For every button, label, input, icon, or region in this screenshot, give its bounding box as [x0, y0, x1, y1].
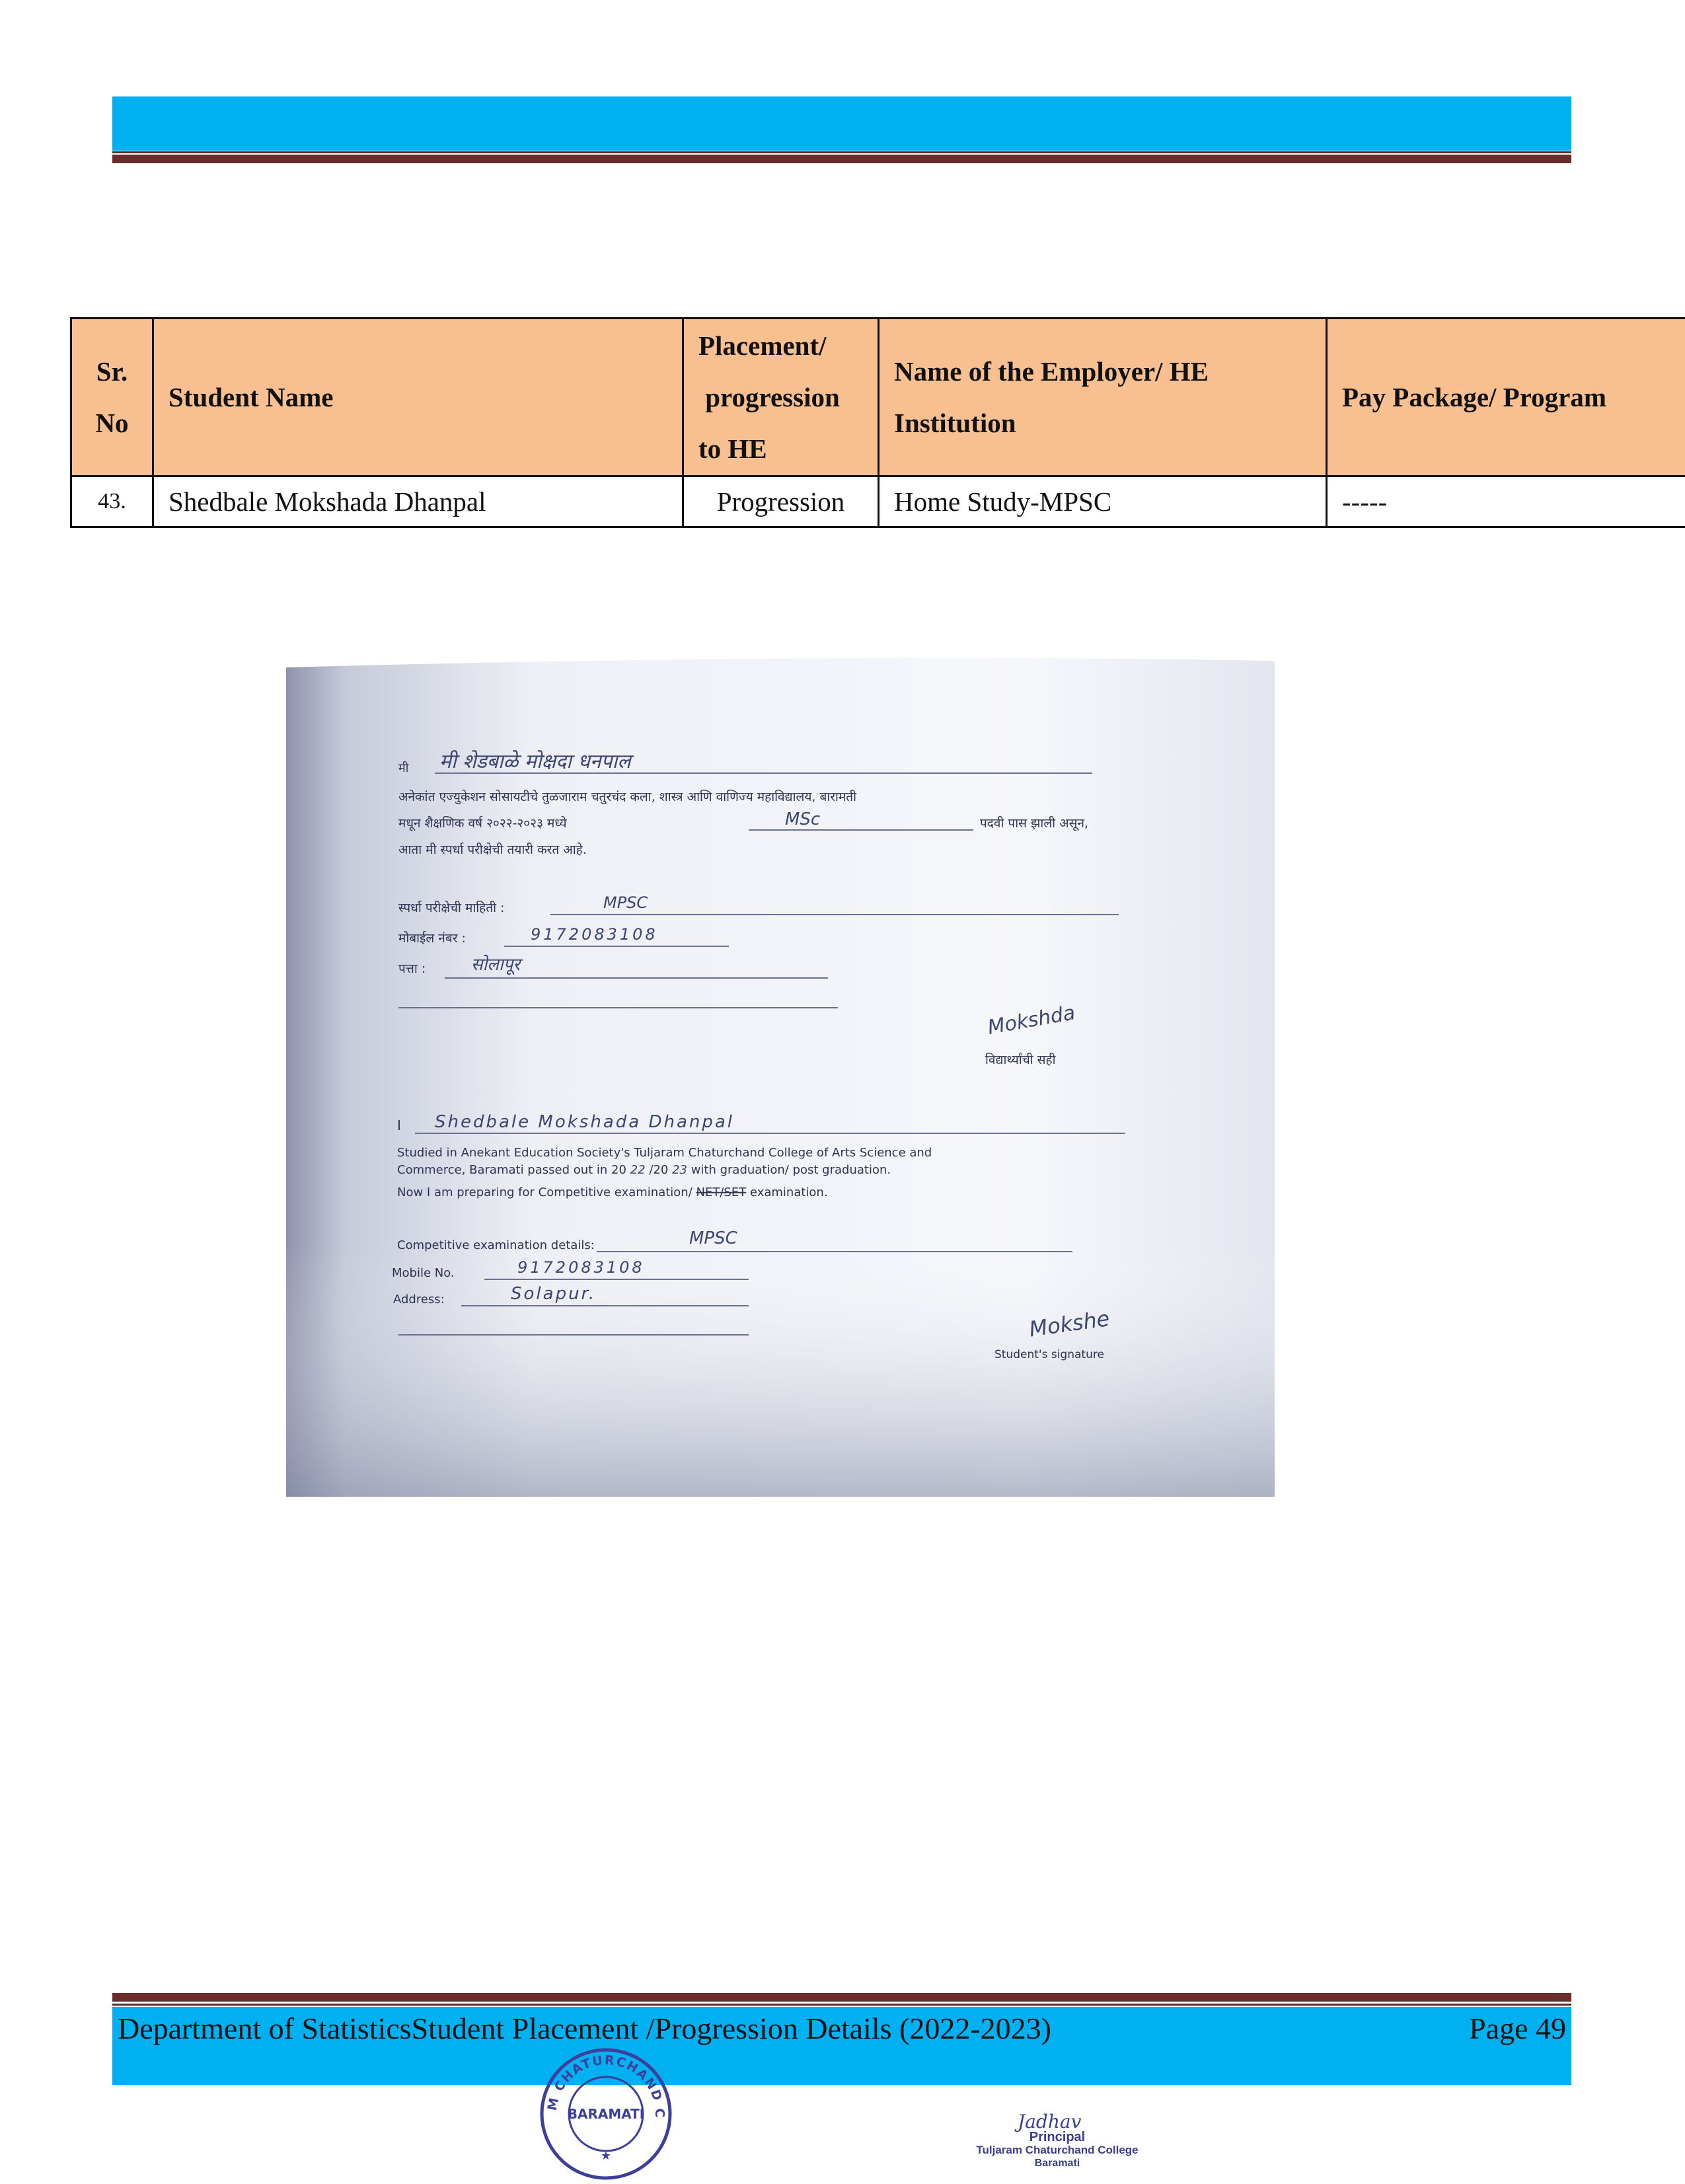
english-line-2 — [397, 1163, 891, 1177]
marathi-mobile-handwritten: 9172083108 — [531, 925, 658, 944]
table-header-row — [71, 319, 1685, 476]
marathi-line-3a: मधून शैक्षणिक वर्ष २०२२-२०२३ मध्ये — [398, 815, 567, 831]
header-rule-thick — [112, 155, 1571, 163]
english-mobile-label: Mobile No. — [392, 1266, 455, 1280]
english-line-1: Studied in Anekant Education Society's Tuljaram Chaturchand College of Arts Science and — [397, 1146, 932, 1160]
footer-page-number: Page 49 — [1469, 2009, 1566, 2049]
principal-city: Baramati — [958, 2157, 1156, 2170]
marathi-name-handwritten: मी शेडबाळे मोक्षदा धनपाल — [439, 750, 634, 773]
header-sr-line1: Sr. — [96, 356, 128, 387]
marathi-exam-label: स्पर्धा परीक्षेची माहिती : — [398, 900, 504, 915]
seal-ring-text: M CHATURCHAND C — [537, 2047, 667, 2119]
marathi-address-handwritten: सोलापूर — [471, 954, 523, 975]
english-mobile-handwritten: 9172083108 — [517, 1258, 645, 1277]
english-year-2-handwritten: 23 — [672, 1163, 687, 1177]
english-line-3b: examination. — [750, 1186, 828, 1199]
english-line-2-mid: /20 — [649, 1163, 668, 1177]
header-employer-line2: Institution — [894, 408, 1016, 438]
marathi-signature-handwritten: Mokshda — [986, 1001, 1077, 1039]
english-exam-label: Competitive examination details: — [397, 1238, 595, 1252]
principal-title: Principal — [958, 2130, 1156, 2144]
table-row — [71, 476, 1685, 527]
english-line-3a: Now I am preparing for Competitive examination/ — [397, 1186, 693, 1199]
english-name-handwritten: Shedbale Mokshada Dhanpal — [435, 1112, 734, 1132]
marathi-mobile-label: मोबाईल नंबर : — [398, 930, 466, 946]
header-placement-line1: Placement/ — [698, 330, 827, 361]
header-employer — [879, 319, 1327, 476]
header-rule-thin — [112, 151, 1571, 153]
english-address-label: Address: — [393, 1293, 445, 1306]
header-placement-line3: to HE — [698, 433, 767, 464]
seal-star: ★ — [601, 2149, 611, 2163]
cell-student-name: Shedbale Mokshada Dhanpal — [153, 476, 683, 527]
header-placement — [683, 319, 879, 476]
marathi-degree-handwritten: MSc — [785, 810, 820, 829]
college-seal — [537, 2047, 675, 2181]
header-pay-package: Pay Package/ Program — [1327, 319, 1685, 476]
header-employer-line1: Name of the Employer/ HE — [894, 356, 1209, 387]
english-line-3 — [397, 1186, 828, 1199]
header-band — [112, 96, 1571, 151]
english-line-3-strike: NET/SET — [696, 1186, 747, 1199]
marathi-signature-label: विद्यार्थ्यांची सही — [985, 1052, 1057, 1067]
cell-pay-package: ----- — [1327, 476, 1685, 527]
header-sr-line2: No — [95, 408, 128, 438]
cell-employer: Home Study-MPSC — [879, 476, 1327, 527]
marathi-exam-handwritten: MPSC — [603, 893, 648, 912]
english-line-2b: with graduation/ post graduation. — [691, 1163, 891, 1177]
seal-center-text: BARAMATI — [568, 2106, 645, 2122]
marathi-line-4: आता मी स्पर्धा परीक्षेची तयारी करत आहे. — [398, 842, 587, 857]
marathi-line-3b: पदवी पास झाली असून, — [980, 815, 1088, 831]
footer-rule-thin — [112, 2004, 1571, 2006]
english-line-2a: Commerce, Baramati passed out in 20 — [397, 1163, 626, 1177]
cell-placement: Progression — [683, 476, 879, 527]
header-placement-line2: progression — [705, 382, 840, 412]
footer-title: Department of StatisticsStudent Placement /Progression Details (2022-2023) — [118, 2009, 1051, 2049]
english-signature-handwritten: Mokshe — [1028, 1306, 1111, 1342]
scanned-declaration-photo — [286, 654, 1275, 1497]
english-year-1-handwritten: 22 — [630, 1163, 646, 1177]
english-signature-label: Student's signature — [994, 1348, 1104, 1361]
english-exam-handwritten: MPSC — [689, 1228, 738, 1248]
principal-signature-handwritten: Jadhav — [1014, 2111, 1082, 2132]
principal-stamp — [958, 2130, 1156, 2170]
header-sr-no — [71, 319, 153, 476]
placement-table — [70, 317, 1685, 528]
header-student-name: Student Name — [153, 319, 683, 476]
cell-sr-no: 43. — [71, 476, 153, 527]
marathi-address-label: पत्ता : — [398, 961, 426, 976]
marathi-mi: मी — [398, 761, 409, 775]
english-address-handwritten: Solapur. — [511, 1284, 596, 1304]
marathi-line-2: अनेकांत एज्युकेशन सोसायटीचे तुळजाराम चतुरचंद कला, शास्त्र आणि वाणिज्य महाविद्यालय, बारामती — [398, 789, 857, 805]
principal-college: Tuljaram Chaturchand College — [958, 2144, 1156, 2157]
footer-rule-thick — [112, 1993, 1571, 2002]
english-i-label: I — [397, 1117, 401, 1133]
